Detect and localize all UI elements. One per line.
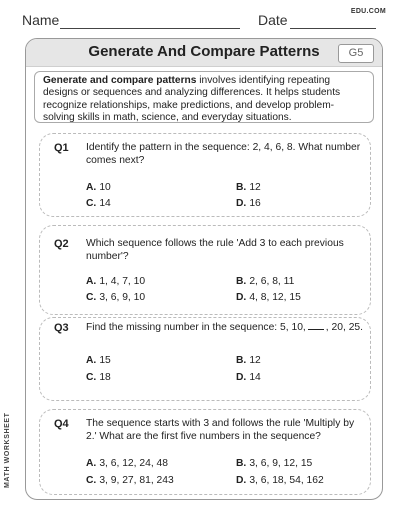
intro-text: involves identifying repeating designs or sequences and analyzing differences. It helps students recognize relationships, make predictions, and develop problem-solving skills in math, science, and everyday situations. xyxy=(43,75,341,124)
intro-box xyxy=(34,71,374,123)
option-b[interactable]: B. 2, 6, 8, 11 xyxy=(236,276,295,287)
side-label: MATH WORKSHEET xyxy=(4,412,11,488)
name-line[interactable] xyxy=(60,28,240,29)
question-card-q3 xyxy=(39,317,371,401)
option-a[interactable]: A. 1, 4, 7, 10 xyxy=(86,276,146,287)
title-bar xyxy=(26,39,382,67)
option-d[interactable]: D. 14 xyxy=(236,372,261,383)
option-b[interactable]: B. 12 xyxy=(236,355,261,366)
option-d[interactable]: D. 3, 6, 18, 54, 162 xyxy=(236,475,324,486)
question-text: The sequence starts with 3 and follows the rule 'Multiply by 2.' What are the first five numbers in the sequence? xyxy=(86,418,355,442)
question-text: Which sequence follows the rule 'Add 3 to each previous number'? xyxy=(86,238,344,262)
date-line[interactable] xyxy=(290,28,376,29)
question-card-q4 xyxy=(39,409,371,495)
option-d[interactable]: D. 16 xyxy=(236,198,261,209)
question-card-q2 xyxy=(39,225,371,315)
brand-logo: EDU.COM xyxy=(350,8,386,15)
option-a[interactable]: A. 10 xyxy=(86,182,111,193)
question-number: Q2 xyxy=(54,238,69,250)
grade-badge: G5 xyxy=(338,44,374,63)
question-text: Find the missing number in the sequence: 5, 10, , 20, 25. xyxy=(86,322,364,333)
question-number: Q3 xyxy=(54,322,69,334)
worksheet-title: Generate And Compare Patterns xyxy=(88,43,320,60)
option-c[interactable]: C. 14 xyxy=(86,198,111,209)
question-text: Identify the pattern in the sequence: 2, 4, 6, 8. What number comes next? xyxy=(86,142,361,166)
question-number: Q4 xyxy=(54,418,69,430)
option-c[interactable]: C. 18 xyxy=(86,372,111,383)
intro-highlight: Generate and compare patterns xyxy=(43,75,197,86)
option-d[interactable]: D. 4, 8, 12, 15 xyxy=(236,292,301,303)
option-a[interactable]: A. 15 xyxy=(86,355,111,366)
option-c[interactable]: C. 3, 6, 9, 10 xyxy=(86,292,146,303)
date-label: Date xyxy=(258,12,288,28)
name-label: Name xyxy=(22,12,60,28)
worksheet-card xyxy=(25,38,383,500)
option-b[interactable]: B. 3, 6, 9, 12, 15 xyxy=(236,458,313,469)
option-b[interactable]: B. 12 xyxy=(236,182,261,193)
question-number: Q1 xyxy=(54,142,69,154)
option-a[interactable]: A. 3, 6, 12, 24, 48 xyxy=(86,458,169,469)
option-c[interactable]: C. 3, 9, 27, 81, 243 xyxy=(86,475,174,486)
question-card-q1 xyxy=(39,133,371,217)
answer-blank[interactable] xyxy=(308,329,324,330)
